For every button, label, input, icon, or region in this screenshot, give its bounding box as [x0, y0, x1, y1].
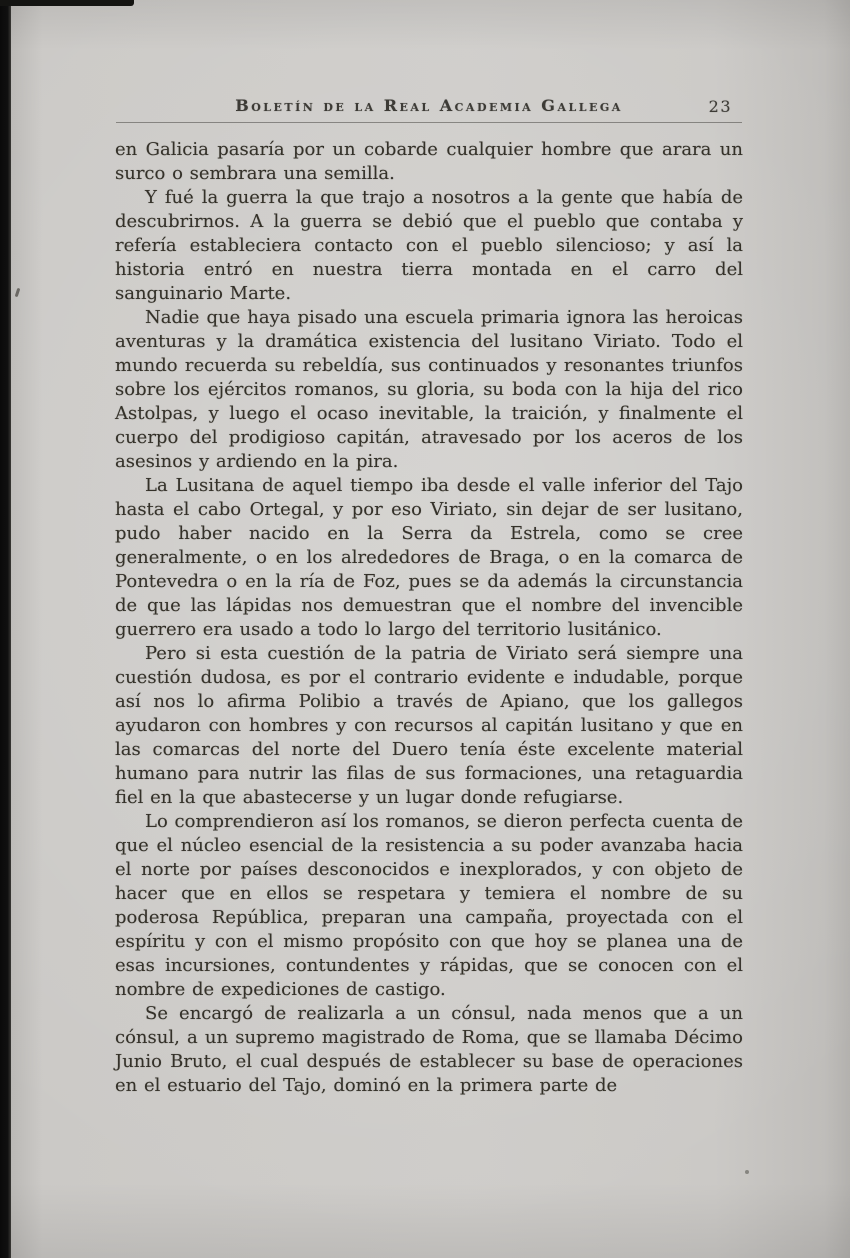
scan-artifact-mark	[15, 288, 21, 297]
paragraph-1: en Galicia pasaría por un cobarde cualquier hombre que arara un surco o sembrara una semilla.	[115, 139, 743, 184]
paragraph-6: Lo comprendieron así los romanos, se dieron perfecta cuenta de que el núcleo esencial de la resistencia a su poder avanzaba hacia el norte por países desconocidos e inexplorados, y con objeto de hacer que en ellos se respetara y temiera el nombre de su poderosa República, preparan una campaña, proyectada con el espíritu y con el mismo propósito con que hoy se planea una de esas incursiones, contundentes y rápidas, que se conocen con el nombre de expediciones de castigo.	[115, 811, 743, 1000]
page-body	[115, 138, 743, 1098]
scan-top-edge	[0, 0, 134, 6]
page-number: 23	[708, 97, 732, 116]
journal-title: Boletín de la Real Academia Gallega	[235, 96, 623, 115]
running-header	[116, 96, 742, 118]
paragraph-4: La Lusitana de aquel tiempo iba desde el valle inferior del Tajo hasta el cabo Ortegal, y por eso Viriato, sin dejar de ser lusitano, pudo haber nacido en la Serra da Estrela, como se cree generalmente, o en los alrededores de Braga, o en la comarca de Pontevedra o en la ría de Foz, pues se da además la circunstancia de que las lápidas nos demuestran que el nombre del invencible guerrero era usado a todo lo largo del territorio lusitánico.	[115, 475, 743, 640]
paragraph-2: Y fué la guerra la que trajo a nosotros a la gente que había de descubrirnos. A la guerra se debió que el pueblo que contaba y refería estableciera contacto con el pueblo silencioso; y así la historia entró en nuestra tierra montada en el carro del sanguinario Marte.	[115, 187, 743, 304]
paragraph-3: Nadie que haya pisado una escuela primaria ignora las heroicas aventuras y la dramática existencia del lusitano Viriato. Todo el mundo recuerda su rebeldía, sus continuados y resonantes triunfos sobre los ejércitos romanos, su gloria, su boda con la hija del rico Astolpas, y luego el ocaso inevitable, la traición, y finalmente el cuerpo del prodigioso capitán, atravesado por los aceros de los asesinos y ardiendo en la pira.	[115, 307, 743, 472]
paragraph-5: Pero si esta cuestión de la patria de Viriato será siempre una cuestión dudosa, es por el contrario evidente e indudable, porque así nos lo afirma Polibio a través de Apiano, que los gallegos ayudaron con hombres y con recursos al capitán lusitano y que en las comarcas del norte del Duero tenía éste excelente material humano para nutrir las filas de sus formaciones, una retaguardia fiel en la que abastecerse y un lugar donde refugiarse.	[115, 643, 743, 808]
scan-artifact-dot	[745, 1170, 749, 1174]
scan-spine-edge	[0, 0, 11, 1258]
paragraph-7: Se encargó de realizarla a un cónsul, nada menos que a un cónsul, a un supremo magistrado de Roma, que se llamaba Décimo Junio Bruto, el cual después de establecer su base de operaciones en el estuario del Tajo, dominó en la primera parte de	[115, 1003, 743, 1096]
header-rule	[116, 122, 742, 123]
